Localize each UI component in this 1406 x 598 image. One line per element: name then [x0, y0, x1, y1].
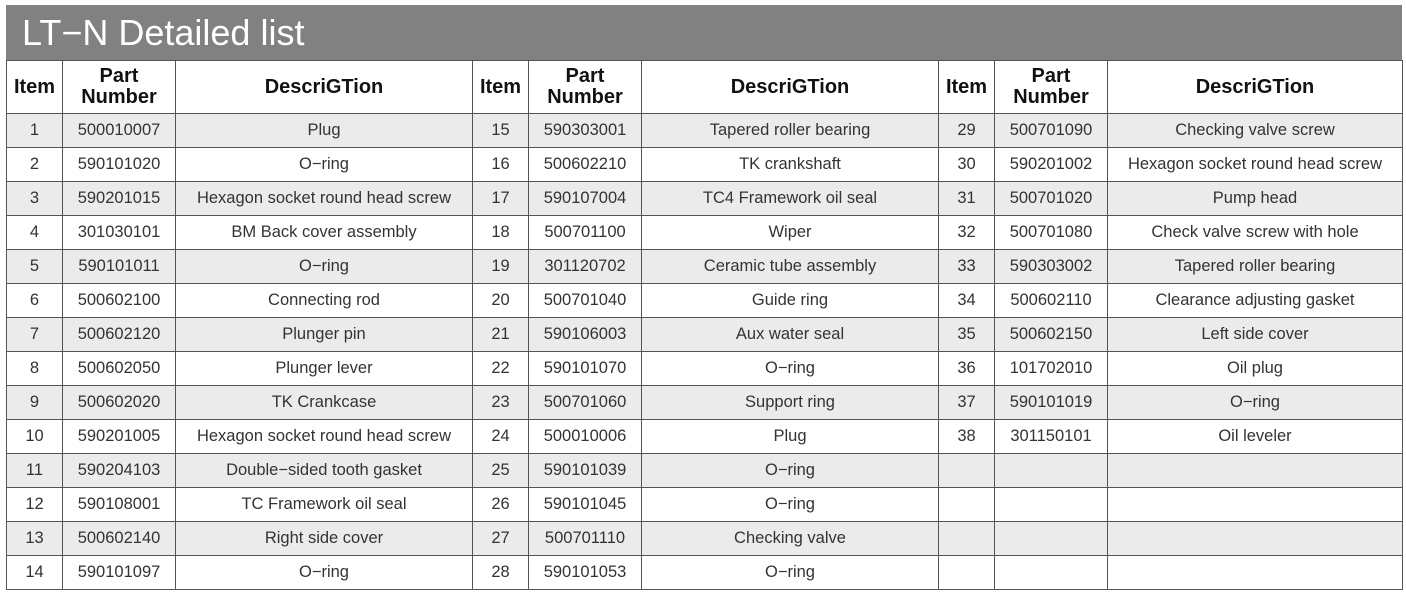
part-number-cell: [995, 488, 1108, 522]
item-cell: 6: [7, 284, 63, 318]
item-cell: 34: [939, 284, 995, 318]
table-row: [7, 148, 1403, 182]
item-cell: 33: [939, 250, 995, 284]
description-cell: Guide ring: [642, 284, 939, 318]
description-cell: Connecting rod: [176, 284, 473, 318]
description-cell: BM Back cover assembly: [176, 216, 473, 250]
header-part-line2: Number: [547, 86, 623, 108]
part-number-cell: [995, 556, 1108, 590]
description-cell: TK Crankcase: [176, 386, 473, 420]
description-cell: Wiper: [642, 216, 939, 250]
header-item: Item: [473, 61, 529, 114]
part-number-cell: 500701100: [529, 216, 642, 250]
item-cell: 5: [7, 250, 63, 284]
item-cell: 13: [7, 522, 63, 556]
description-cell: TC4 Framework oil seal: [642, 182, 939, 216]
header-part-line2: Number: [81, 86, 157, 108]
item-cell: 22: [473, 352, 529, 386]
part-number-cell: 590201005: [63, 420, 176, 454]
item-cell: 7: [7, 318, 63, 352]
description-cell: Checking valve screw: [1108, 114, 1403, 148]
part-number-cell: 590106003: [529, 318, 642, 352]
item-cell: 19: [473, 250, 529, 284]
table-row: [7, 420, 1403, 454]
part-number-cell: 590101045: [529, 488, 642, 522]
description-cell: O−ring: [176, 148, 473, 182]
part-number-cell: 590101019: [995, 386, 1108, 420]
description-cell: O−ring: [176, 556, 473, 590]
table-row: [7, 114, 1403, 148]
item-cell: 37: [939, 386, 995, 420]
item-cell: 14: [7, 556, 63, 590]
part-number-cell: [995, 454, 1108, 488]
description-cell: Tapered roller bearing: [1108, 250, 1403, 284]
part-number-cell: 500602210: [529, 148, 642, 182]
part-number-cell: 101702010: [995, 352, 1108, 386]
item-cell: 30: [939, 148, 995, 182]
table-row: [7, 182, 1403, 216]
description-cell: Plunger lever: [176, 352, 473, 386]
part-number-cell: 500701090: [995, 114, 1108, 148]
item-cell: 23: [473, 386, 529, 420]
item-cell: 26: [473, 488, 529, 522]
header-part-line1: Part: [99, 65, 139, 87]
description-cell: Oil leveler: [1108, 420, 1403, 454]
description-cell: [1108, 488, 1403, 522]
description-cell: [1108, 454, 1403, 488]
item-cell: 16: [473, 148, 529, 182]
part-number-cell: 500701060: [529, 386, 642, 420]
description-cell: O−ring: [1108, 386, 1403, 420]
parts-table: [6, 60, 1403, 590]
part-number-cell: 590101039: [529, 454, 642, 488]
description-cell: TK crankshaft: [642, 148, 939, 182]
part-number-cell: 500701080: [995, 216, 1108, 250]
description-cell: Clearance adjusting gasket: [1108, 284, 1403, 318]
description-cell: Hexagon socket round head screw: [176, 182, 473, 216]
table-row: [7, 522, 1403, 556]
description-cell: [1108, 556, 1403, 590]
description-cell: Pump head: [1108, 182, 1403, 216]
part-number-cell: 301120702: [529, 250, 642, 284]
item-cell: 4: [7, 216, 63, 250]
table-header-row: [7, 61, 1403, 114]
part-number-cell: 500602100: [63, 284, 176, 318]
item-cell: 31: [939, 182, 995, 216]
table-row: [7, 556, 1403, 590]
part-number-cell: 590201002: [995, 148, 1108, 182]
table-row: [7, 488, 1403, 522]
header-description: DescriGTion: [1108, 61, 1403, 114]
item-cell: 18: [473, 216, 529, 250]
description-cell: Hexagon socket round head screw: [1108, 148, 1403, 182]
item-cell: 11: [7, 454, 63, 488]
description-cell: Support ring: [642, 386, 939, 420]
item-cell: 1: [7, 114, 63, 148]
part-number-cell: 301030101: [63, 216, 176, 250]
description-cell: Hexagon socket round head screw: [176, 420, 473, 454]
description-cell: TC Framework oil seal: [176, 488, 473, 522]
description-cell: Ceramic tube assembly: [642, 250, 939, 284]
table-row: [7, 216, 1403, 250]
description-cell: Left side cover: [1108, 318, 1403, 352]
part-number-cell: 590107004: [529, 182, 642, 216]
header-item: Item: [7, 61, 63, 114]
item-cell: [939, 556, 995, 590]
table-row: [7, 352, 1403, 386]
item-cell: 17: [473, 182, 529, 216]
item-cell: 25: [473, 454, 529, 488]
description-cell: [1108, 522, 1403, 556]
part-number-cell: 590101020: [63, 148, 176, 182]
item-cell: 32: [939, 216, 995, 250]
part-number-cell: 500701020: [995, 182, 1108, 216]
description-cell: O−ring: [642, 488, 939, 522]
item-cell: 24: [473, 420, 529, 454]
description-cell: Checking valve: [642, 522, 939, 556]
description-cell: Double−sided tooth gasket: [176, 454, 473, 488]
table-row: [7, 454, 1403, 488]
header-part-line2: Number: [1013, 86, 1089, 108]
item-cell: 36: [939, 352, 995, 386]
page-title: LT−N Detailed list: [6, 5, 1402, 61]
table-row: [7, 318, 1403, 352]
item-cell: 10: [7, 420, 63, 454]
part-number-cell: 500701040: [529, 284, 642, 318]
description-cell: Plug: [642, 420, 939, 454]
parts-table-body: [7, 114, 1403, 590]
description-cell: O−ring: [176, 250, 473, 284]
part-number-cell: 590303002: [995, 250, 1108, 284]
part-number-cell: 500602140: [63, 522, 176, 556]
item-cell: 12: [7, 488, 63, 522]
part-number-cell: 590101097: [63, 556, 176, 590]
header-part-line1: Part: [565, 65, 605, 87]
part-number-cell: 590101070: [529, 352, 642, 386]
part-number-cell: 500602120: [63, 318, 176, 352]
item-cell: [939, 454, 995, 488]
header-part-number: [995, 61, 1108, 114]
table-row: [7, 250, 1403, 284]
part-number-cell: 590101053: [529, 556, 642, 590]
part-number-cell: 590303001: [529, 114, 642, 148]
description-cell: Right side cover: [176, 522, 473, 556]
item-cell: 21: [473, 318, 529, 352]
item-cell: 2: [7, 148, 63, 182]
part-number-cell: 590101011: [63, 250, 176, 284]
header-part-number: [529, 61, 642, 114]
part-number-cell: 500602020: [63, 386, 176, 420]
part-number-cell: 590201015: [63, 182, 176, 216]
description-cell: Aux water seal: [642, 318, 939, 352]
part-number-cell: 500701110: [529, 522, 642, 556]
part-number-cell: 500010006: [529, 420, 642, 454]
item-cell: [939, 522, 995, 556]
description-cell: O−ring: [642, 352, 939, 386]
description-cell: Tapered roller bearing: [642, 114, 939, 148]
description-cell: Oil plug: [1108, 352, 1403, 386]
item-cell: 3: [7, 182, 63, 216]
header-part-line1: Part: [1031, 65, 1071, 87]
description-cell: Check valve screw with hole: [1108, 216, 1403, 250]
part-number-cell: 500602050: [63, 352, 176, 386]
item-cell: 28: [473, 556, 529, 590]
description-cell: O−ring: [642, 556, 939, 590]
item-cell: 9: [7, 386, 63, 420]
part-number-cell: 301150101: [995, 420, 1108, 454]
item-cell: 29: [939, 114, 995, 148]
item-cell: 35: [939, 318, 995, 352]
item-cell: [939, 488, 995, 522]
item-cell: 20: [473, 284, 529, 318]
description-cell: Plunger pin: [176, 318, 473, 352]
item-cell: 38: [939, 420, 995, 454]
part-number-cell: 500602150: [995, 318, 1108, 352]
description-cell: O−ring: [642, 454, 939, 488]
part-number-cell: 590204103: [63, 454, 176, 488]
table-row: [7, 386, 1403, 420]
description-cell: Plug: [176, 114, 473, 148]
header-description: DescriGTion: [642, 61, 939, 114]
header-description: DescriGTion: [176, 61, 473, 114]
item-cell: 15: [473, 114, 529, 148]
part-number-cell: 500010007: [63, 114, 176, 148]
part-number-cell: 500602110: [995, 284, 1108, 318]
item-cell: 8: [7, 352, 63, 386]
header-item: Item: [939, 61, 995, 114]
part-number-cell: 590108001: [63, 488, 176, 522]
header-part-number: [63, 61, 176, 114]
item-cell: 27: [473, 522, 529, 556]
table-row: [7, 284, 1403, 318]
part-number-cell: [995, 522, 1108, 556]
